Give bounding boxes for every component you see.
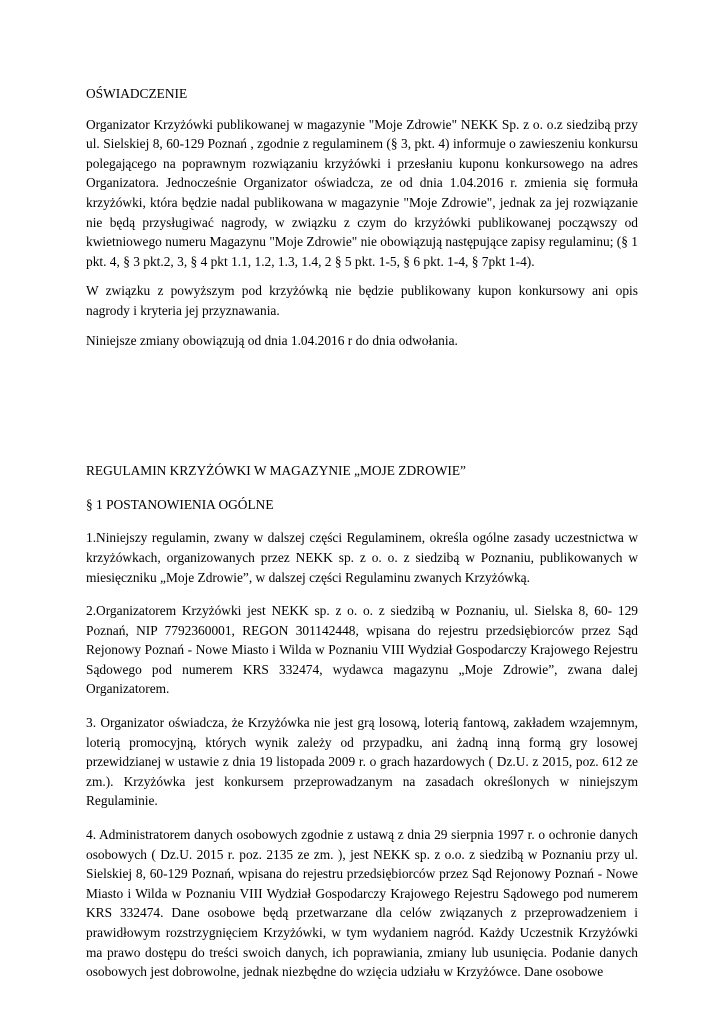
statement-paragraph-1: Organizator Krzyżówki publikowanej w magazynie "Moje Zdrowie" NEKK Sp. z o. o.z siedzibą przy ul. Sielskiej 8, 60-129 Poznań , zgodnie z regulaminem (§ 3, pkt. 4) informuje o zawieszeniu konkursu polegającego na poprawnym rozwiązaniu krzyżówki i przesłaniu kuponu konkursowego na adres Organizatora. Jednocześnie Organizator oświadcza, ze od dnia 1.04.2016 r. zmienia się formuła krzyżówki, która będzie nadal publikowana w magazynie "Moje Zdrowie", jednak za jej rozwiązanie nie będą przysługiwać nagrody, w związku z czym do krzyżówki publikowanej począwszy od kwietniowego numeru Magazynu "Moje Zdrowie" nie obowiązują następujące zapisy regulaminu; (§ 1 pkt. 4, § 3 pkt.2, 3, § 4 pkt 1.1, 1.2, 1.3, 1.4, 2 § 5 pkt. 1-5, § 6 pkt. 1-4, § 7pkt 1-4). — [86, 116, 638, 269]
regulations-paragraph-4: 4. Administratorem danych osobowych zgodnie z ustawą z dnia 29 sierpnia 1997 r. o ochronie danych osobowych ( Dz.U. 2015 r. poz. 2135 ze zm. ), jest NEKK sp. z o.o. z siedzibą w Poznaniu przy ul. Sielskiej 8, 60-129 Poznań, wpisana do rejestru przedsiębiorców przez Sąd Rejonowy Poznań - Nowe Miasto i Wilda w Poznaniu VIII Wydział Gospodarczy Krajowego Rejestru Sądowego pod numerem KRS 332474. Dane osobowe będą przetwarzane dla celów związanych z przeprowadzeniem i prawidłowym rozstrzygnięciem Krzyżówki, w tym wydaniem nagród. Każdy Uczestnik Krzyżówki ma prawo dostępu do treści swoich danych, ich poprawiania, zmiany lub usunięcia. Podanie danych osobowych jest dobrowolne, jednak niezbędne do wzięcia udziału w Krzyżówce. Dane osobowe — [86, 827, 638, 980]
regulations-title: REGULAMIN KRZYŻÓWKI W MAGAZYNIE „MOJE ZDROWIE” — [86, 463, 466, 479]
statement-paragraph-2: W związku z powyższym pod krzyżówką nie będzie publikowany kupon konkursowy ani opis nagrody i kryteria jej przyznawania. — [86, 283, 638, 318]
regulations-paragraph-1: 1.Niniejszy regulamin, zwany w dalszej części Regulaminem, określa ogólne zasady uczestnictwa w krzyżówkach, organizowanych przez NEKK sp. z o. o. z siedzibą w Poznaniu, publikowanych w miesięczniku „Moje Zdrowie”, w dalszej części Regulaminu zwanych Krzyżówką. — [86, 530, 638, 585]
document-page — [86, 84, 638, 982]
statement-title: OŚWIADCZENIE — [86, 86, 188, 101]
section-title: § 1 POSTANOWIENIA OGÓLNE — [86, 496, 274, 512]
regulations-paragraph-2: 2.Organizatorem Krzyżówki jest NEKK sp. z o. o. z siedzibą w Poznaniu, ul. Sielska 8, 60- 129 Poznań, NIP 7792360001, REGON 301142448, wpisana do rejestru przedsiębiorców przez Sąd Rejonowy Poznań - Nowe Miasto i Wilda w Poznaniu VIII Wydział Gospodarczy Krajowego Rejestru Sądowego pod numerem KRS 332474, wydawca magazynu „Moje Zdrowie”, zwana dalej Organizatorem. — [86, 603, 638, 697]
statement-paragraph-3: Niniejsze zmiany obowiązują od dnia 1.04.2016 r do dnia odwołania. — [86, 332, 458, 348]
regulations-paragraph-3: 3. Organizator oświadcza, że Krzyżówka nie jest grą losową, loterią fantową, zakładem wzajemnym, loterią promocyjną, których wynik zależy od przypadku, ani żadną inną formą gry losowej przewidzianej w ustawie z dnia 19 listopada 2009 r. o grach hazardowych ( Dz.U. z 2015, poz. 612 ze zm.). Krzyżówka jest konkursem przeprowadzanym na zasadach określonych w niniejszym Regulaminie. — [86, 715, 638, 809]
